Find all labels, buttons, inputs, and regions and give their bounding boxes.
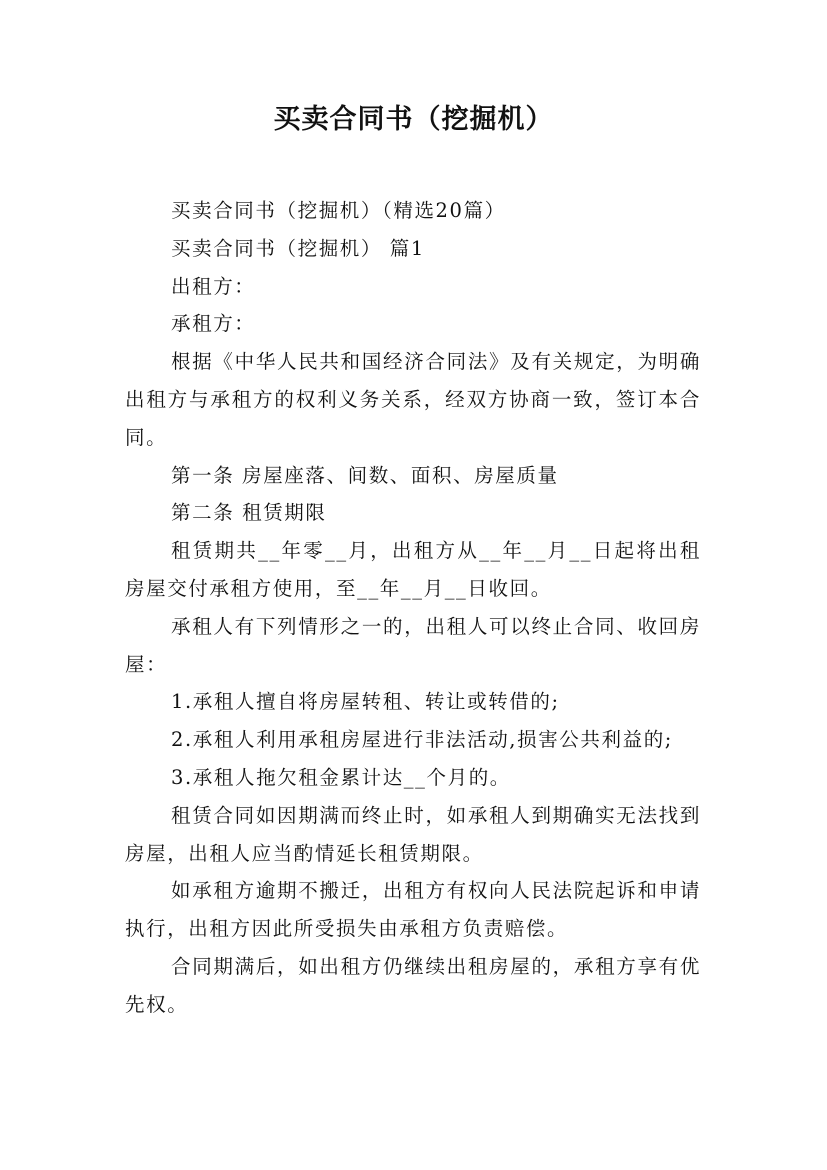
paragraph-condition-3: 3.承租人拖欠租金累计达__个月的。 — [171, 765, 511, 789]
paragraph-overdue-relocation: 如承租方逾期不搬迁，出租方有权向人民法院起诉和申请执行，出租方因此所受损失由承租方负责赔偿。 — [125, 879, 701, 941]
paragraph-lessor: 出租方： — [171, 274, 256, 298]
paragraph-termination-conditions: 承租人有下列情形之一的，出租人可以终止合同、收回房屋： — [125, 614, 701, 676]
paragraph-lease-term: 租赁期共__年零__月，出租方从__年__月__日起将出租房屋交付承租方使用，至__年__月__日收回。 — [125, 539, 701, 600]
paragraph-article-2: 第二条 租赁期限 — [171, 501, 327, 525]
paragraph-preamble: 根据《中华人民共和国经济合同法》及有关规定，为明确出租方与承租方的权利义务关系，经双方协商一致，签订本合同。 — [125, 350, 701, 449]
paragraph-lessee: 承租方： — [171, 312, 256, 336]
paragraph-condition-1: 1.承租人擅自将房屋转租、转让或转借的; — [171, 690, 560, 714]
paragraph-condition-2: 2.承租人利用承租房屋进行非法活动,损害公共利益的; — [171, 728, 673, 752]
document-body — [125, 192, 701, 1024]
paragraph-extension: 租赁合同如因期满而终止时，如承租人到期确实无法找到房屋，出租人应当酌情延长租赁期限。 — [125, 803, 701, 865]
document-title: 买卖合同书（挖掘机） — [273, 104, 554, 135]
paragraph-priority-right: 合同期满后，如出租方仍继续出租房屋的，承租方享有优先权。 — [125, 954, 701, 1016]
paragraph-article-1: 第一条 房屋座落、间数、面积、房屋质量 — [171, 463, 559, 487]
paragraph-section-heading: 买卖合同书（挖掘机） 篇1 — [171, 236, 425, 260]
paragraph-collection-title: 买卖合同书（挖掘机）（精选20篇） — [171, 199, 506, 222]
